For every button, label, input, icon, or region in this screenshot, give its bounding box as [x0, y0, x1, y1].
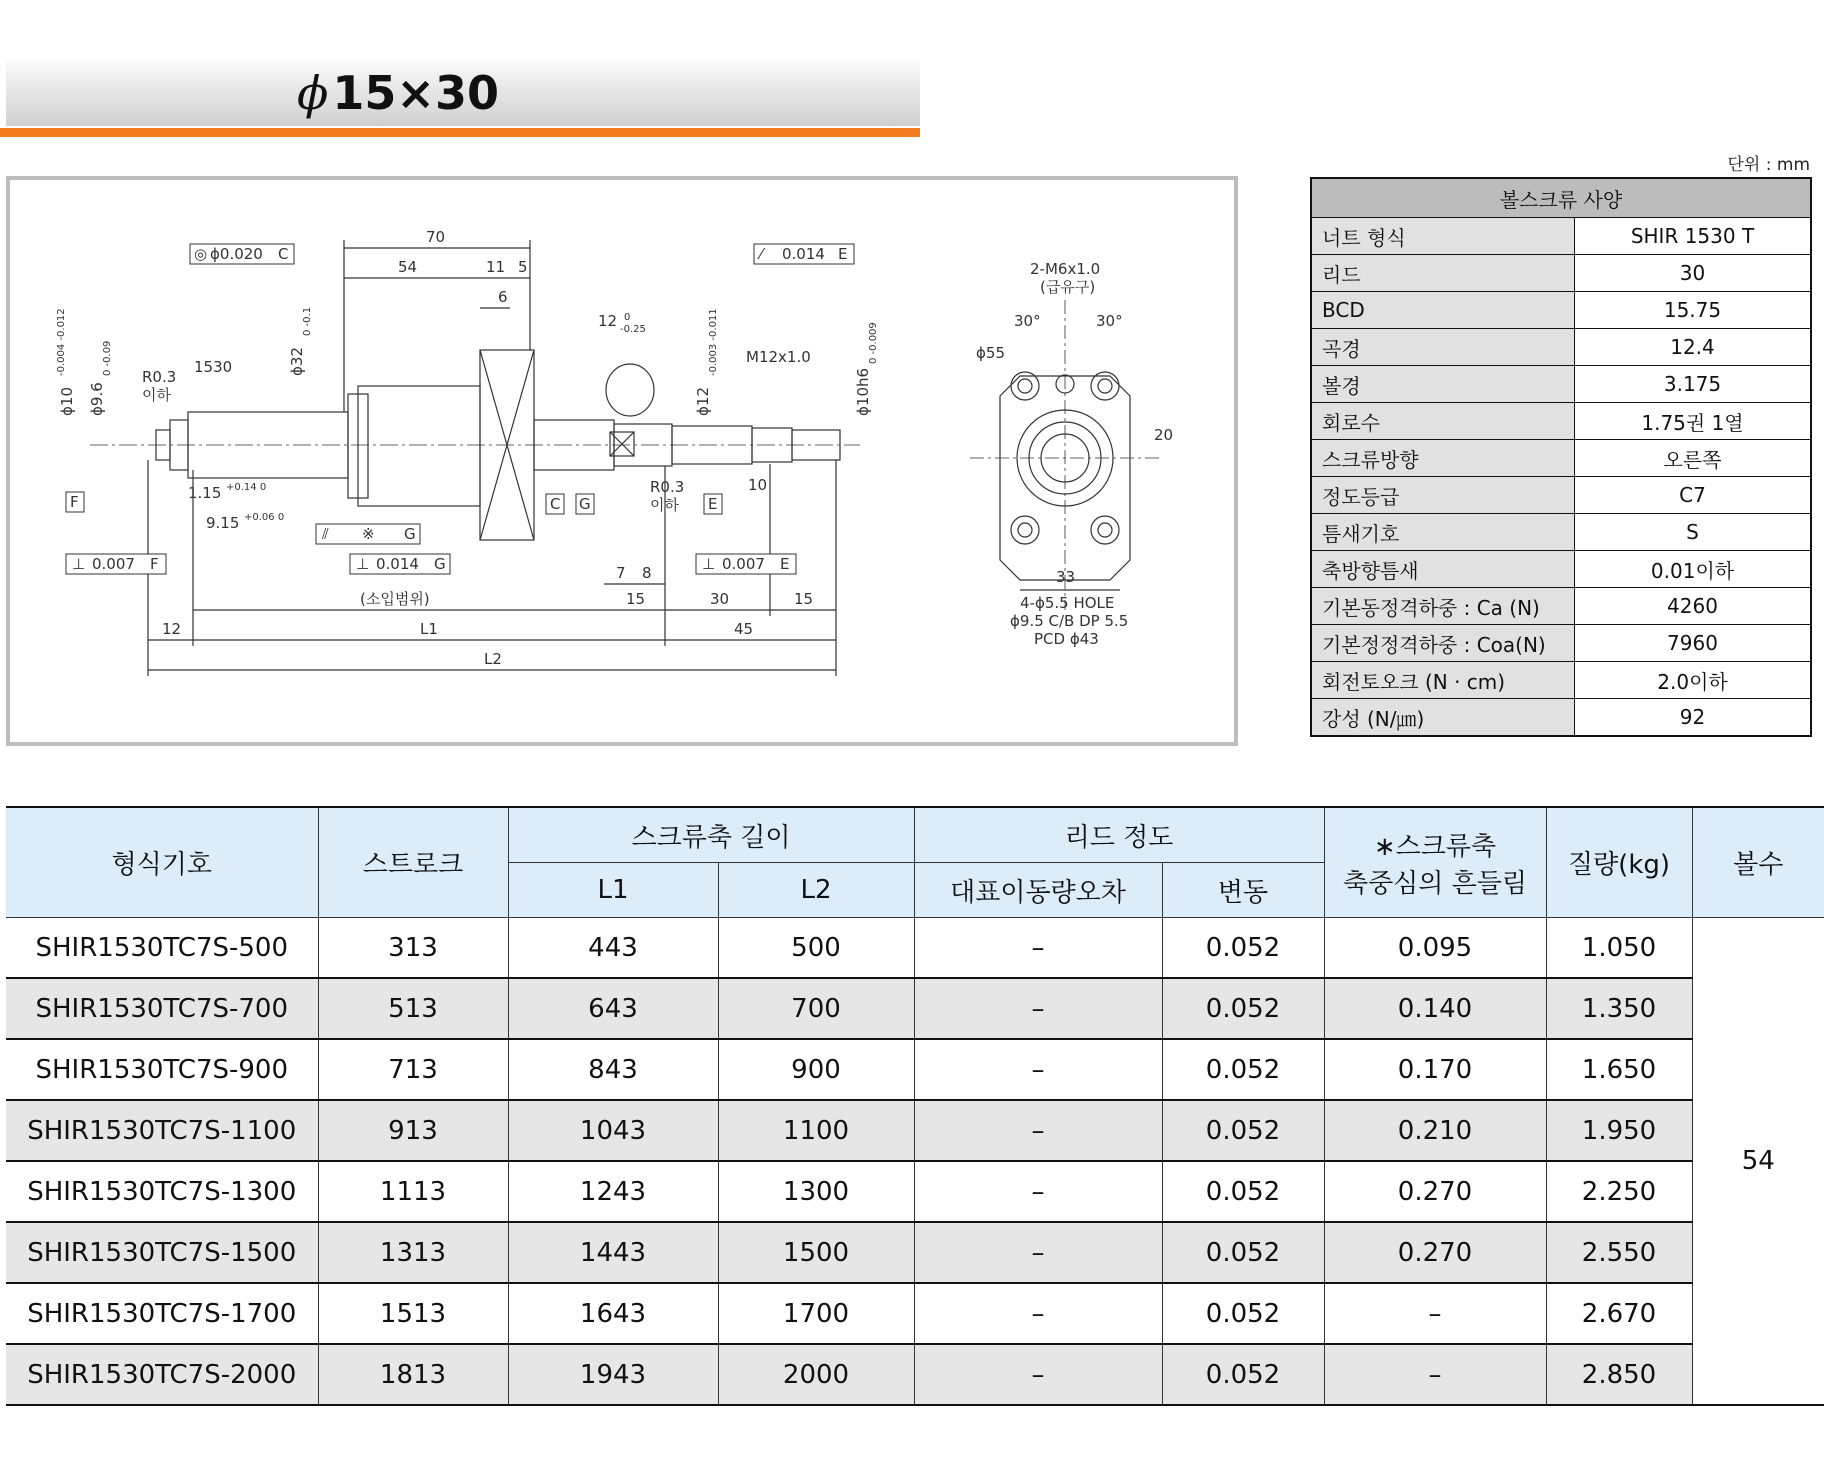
cell-l1: 1443: [508, 1222, 718, 1283]
spec-row: [1311, 551, 1811, 588]
dim-r03-a: R0.3: [142, 368, 177, 386]
col-screw-length: 스크류축 길이: [508, 807, 914, 863]
gt-frame-5-ref: E: [780, 555, 790, 573]
cell-stroke: 1313: [318, 1222, 508, 1283]
gt-frame-2-ref: E: [838, 245, 848, 263]
spec-label: 강성 (N/㎛): [1311, 699, 1575, 737]
cell-l2: 1500: [718, 1222, 914, 1283]
dim-phi10-tol: -0.004 -0.012: [56, 308, 67, 376]
gt-frame-5-sym: ⊥: [702, 555, 716, 573]
cell-var: 0.052: [1162, 918, 1324, 979]
spec-value: 오른쪽: [1575, 440, 1812, 477]
dim-7: 7: [616, 564, 626, 582]
dim-12-a-tol-lower: -0.25: [620, 324, 646, 335]
cell-l2: 1300: [718, 1161, 914, 1222]
gt-frame-4-sym: ⊥: [356, 555, 370, 573]
cell-mass: 1.050: [1546, 918, 1692, 979]
cell-runout: 0.095: [1324, 918, 1546, 979]
cell-var: 0.052: [1162, 1283, 1324, 1344]
gt-frame-6-ref: G: [404, 525, 416, 543]
dim-1-15-tol: +0.14 0: [226, 482, 267, 493]
dim-phi10h6: ϕ10h6: [854, 367, 872, 416]
gt-frame-2-value: 0.014: [782, 245, 825, 263]
cell-runout: 0.210: [1324, 1100, 1546, 1161]
gt-frame-6-sym: ⫽: [322, 525, 329, 543]
dim-hole-3: PCD ϕ43: [1034, 630, 1099, 648]
cell-model: SHIR1530TC7S-1300: [6, 1161, 318, 1222]
spec-row: [1311, 366, 1811, 403]
dim-l1: L1: [420, 620, 438, 638]
cell-stroke: 513: [318, 978, 508, 1039]
col-runout-line2: 축중심의 흔들림: [1342, 868, 1528, 899]
dim-11: 11: [486, 258, 506, 276]
spec-value: 30: [1575, 255, 1812, 292]
gt-frame-2-sym: ⁄: [760, 245, 763, 263]
dim-30: 30: [710, 590, 730, 608]
cell-l2: 900: [718, 1039, 914, 1100]
cell-var: 0.052: [1162, 1039, 1324, 1100]
dim-12-a-tol-upper: 0: [624, 312, 631, 323]
cell-rep: –: [914, 1100, 1162, 1161]
table-row: [6, 978, 1824, 1039]
cell-rep: –: [914, 918, 1162, 979]
cell-l1: 1043: [508, 1100, 718, 1161]
datum-g: G: [579, 495, 591, 513]
datum-e: E: [708, 495, 718, 513]
cell-stroke: 1113: [318, 1161, 508, 1222]
dim-9-15: 9.15: [206, 514, 240, 532]
cell-l1: 643: [508, 978, 718, 1039]
cell-mass: 2.550: [1546, 1222, 1692, 1283]
col-lead-accuracy: 리드 정도: [914, 807, 1324, 863]
dim-33: 33: [1056, 568, 1076, 586]
spec-table: [1310, 177, 1812, 737]
title-banner: [6, 60, 920, 126]
spec-value: 3.175: [1575, 366, 1812, 403]
spec-row: [1311, 403, 1811, 440]
spec-label: 곡경: [1311, 329, 1575, 366]
cell-mass: 2.250: [1546, 1161, 1692, 1222]
title-underline: [0, 128, 920, 137]
spec-label: 스크류방향: [1311, 440, 1575, 477]
cell-l1: 1943: [508, 1344, 718, 1405]
cell-mass: 1.650: [1546, 1039, 1692, 1100]
gt-frame-1-sym: ◎: [194, 245, 208, 263]
col-runout: [1324, 807, 1546, 918]
spec-label: 회전토오크 (N · cm): [1311, 662, 1575, 699]
cell-stroke: 313: [318, 918, 508, 979]
cell-stroke: 913: [318, 1100, 508, 1161]
col-mass: 질량(kg): [1546, 807, 1692, 918]
cell-mass: 1.350: [1546, 978, 1692, 1039]
spec-row: [1311, 588, 1811, 625]
dim-30deg-b: 30°: [1096, 312, 1123, 330]
table-row: [6, 1222, 1824, 1283]
datum-c: C: [550, 495, 561, 513]
page-title: [6, 60, 920, 126]
gt-frame-1-value: ϕ0.020: [210, 245, 263, 263]
spec-label: 회로수: [1311, 403, 1575, 440]
dim-m6: 2-M6x1.0: [1030, 260, 1101, 278]
dim-phi55: ϕ55: [976, 344, 1005, 362]
cell-stroke: 1513: [318, 1283, 508, 1344]
col-l2: L2: [718, 863, 914, 918]
gt-frame-4-ref: G: [434, 555, 446, 573]
cell-var: 0.052: [1162, 1222, 1324, 1283]
dim-12-b: 12: [162, 620, 182, 638]
gt-frame-3-value: 0.007: [92, 555, 135, 573]
cell-runout: 0.270: [1324, 1161, 1546, 1222]
spec-value: SHIR 1530 T: [1575, 218, 1812, 255]
spec-row: [1311, 329, 1811, 366]
table-row: [6, 918, 1824, 979]
dim-m6-sub: (급유구): [1040, 278, 1096, 296]
gt-frame-6-value: ※: [362, 525, 375, 543]
spec-value: C7: [1575, 477, 1812, 514]
cell-stroke: 713: [318, 1039, 508, 1100]
dim-1-15: 1.15: [188, 484, 222, 502]
dim-70: 70: [426, 228, 446, 246]
cell-runout: –: [1324, 1344, 1546, 1405]
cell-model: SHIR1530TC7S-1500: [6, 1222, 318, 1283]
dim-9-15-tol: +0.06 0: [244, 512, 285, 523]
technical-drawing: [6, 176, 1238, 746]
dim-12-a: 12: [598, 312, 618, 330]
cell-l1: 1643: [508, 1283, 718, 1344]
cell-balls: 54: [1692, 918, 1824, 1406]
dim-hole-2: ϕ9.5 C/B DP 5.5: [1010, 612, 1129, 630]
spec-row: [1311, 514, 1811, 551]
col-rep-error: 대표이동량오차: [914, 863, 1162, 918]
dim-1530: 1530: [194, 358, 233, 376]
spec-label: 기본동정격하중 : Ca (N): [1311, 588, 1575, 625]
spec-label: 틈새기호: [1311, 514, 1575, 551]
model-table: [6, 806, 1824, 1406]
col-runout-line1: ∗스크류축: [1373, 831, 1497, 862]
cell-mass: 2.850: [1546, 1344, 1692, 1405]
spec-row: [1311, 255, 1811, 292]
spec-value: 12.4: [1575, 329, 1812, 366]
cell-rep: –: [914, 1039, 1162, 1100]
cell-rep: –: [914, 1222, 1162, 1283]
spec-label: BCD: [1311, 292, 1575, 329]
dim-phi12: ϕ12: [694, 387, 712, 416]
cell-var: 0.052: [1162, 1161, 1324, 1222]
gt-frame-3-sym: ⊥: [72, 555, 86, 573]
dim-thread: M12x1.0: [746, 348, 811, 366]
cell-var: 0.052: [1162, 978, 1324, 1039]
cell-var: 0.052: [1162, 1100, 1324, 1161]
dim-hardening-range: (소입범위): [360, 590, 430, 608]
cell-rep: –: [914, 1283, 1162, 1344]
dim-phi9-6-tol: 0 -0.09: [102, 340, 113, 376]
dim-8: 8: [642, 564, 652, 582]
cell-runout: –: [1324, 1283, 1546, 1344]
spec-label: 축방향틈새: [1311, 551, 1575, 588]
cell-l2: 2000: [718, 1344, 914, 1405]
spec-value: S: [1575, 514, 1812, 551]
spec-body: [1311, 218, 1811, 737]
cell-l2: 500: [718, 918, 914, 979]
dim-phi10: ϕ10: [58, 387, 76, 416]
col-model: 형식기호: [6, 807, 318, 918]
gt-frame-5-value: 0.007: [722, 555, 765, 573]
spec-row: [1311, 292, 1811, 329]
spec-label: 리드: [1311, 255, 1575, 292]
title-value: 15×30: [332, 66, 499, 120]
dim-6: 6: [498, 288, 508, 306]
table-row: [6, 1100, 1824, 1161]
drawing-svg: [10, 180, 1234, 742]
spec-row: [1311, 625, 1811, 662]
dim-r03-b: R0.3: [650, 478, 685, 496]
cell-model: SHIR1530TC7S-2000: [6, 1344, 318, 1405]
spec-row: [1311, 218, 1811, 255]
cell-model: SHIR1530TC7S-900: [6, 1039, 318, 1100]
dim-45: 45: [734, 620, 754, 638]
unit-label: 단위 : mm: [1727, 155, 1810, 175]
spec-value: 92: [1575, 699, 1812, 737]
dim-phi12-tol: -0.003 -0.011: [708, 308, 719, 376]
dim-20: 20: [1154, 426, 1174, 444]
gt-frame-1-ref: C: [278, 245, 289, 263]
spec-value: 15.75: [1575, 292, 1812, 329]
dim-l2: L2: [484, 650, 502, 668]
spec-row: [1311, 440, 1811, 477]
table-row: [6, 1344, 1824, 1405]
cell-l1: 1243: [508, 1161, 718, 1222]
spec-label: 볼경: [1311, 366, 1575, 403]
title-symbol: ϕ: [297, 66, 329, 120]
dim-phi9-6: ϕ9.6: [88, 382, 106, 416]
cell-l2: 700: [718, 978, 914, 1039]
cell-model: SHIR1530TC7S-1100: [6, 1100, 318, 1161]
spec-row: [1311, 699, 1811, 737]
dim-15-a: 15: [626, 590, 646, 608]
gt-frame-4-value: 0.014: [376, 555, 419, 573]
cell-rep: –: [914, 978, 1162, 1039]
table-row: [6, 1283, 1824, 1344]
spec-label: 너트 형식: [1311, 218, 1575, 255]
dim-54: 54: [398, 258, 418, 276]
col-l1: L1: [508, 863, 718, 918]
spec-label: 정도등급: [1311, 477, 1575, 514]
cell-model: SHIR1530TC7S-500: [6, 918, 318, 979]
dim-r03-a-sub: 이하: [142, 386, 171, 404]
spec-header: 볼스크류 사양: [1311, 178, 1811, 218]
spec-value: 2.0이하: [1575, 662, 1812, 699]
col-variation: 변동: [1162, 863, 1324, 918]
dim-hole-1: 4-ϕ5.5 HOLE: [1020, 594, 1115, 612]
cell-rep: –: [914, 1161, 1162, 1222]
cell-model: SHIR1530TC7S-1700: [6, 1283, 318, 1344]
dim-phi32: ϕ32: [288, 347, 306, 376]
col-stroke: 스트로크: [318, 807, 508, 918]
cell-stroke: 1813: [318, 1344, 508, 1405]
spec-value: 1.75권 1열: [1575, 403, 1812, 440]
dim-phi10h6-tol: 0 -0.009: [868, 322, 879, 364]
spec-value: 4260: [1575, 588, 1812, 625]
cell-model: SHIR1530TC7S-700: [6, 978, 318, 1039]
dim-15-b: 15: [794, 590, 814, 608]
dim-30deg-a: 30°: [1014, 312, 1041, 330]
col-balls: 볼수: [1692, 807, 1824, 918]
spec-value: 7960: [1575, 625, 1812, 662]
cell-var: 0.052: [1162, 1344, 1324, 1405]
cell-l1: 443: [508, 918, 718, 979]
cell-l1: 843: [508, 1039, 718, 1100]
cell-mass: 2.670: [1546, 1283, 1692, 1344]
spec-value: 0.01이하: [1575, 551, 1812, 588]
spec-row: [1311, 477, 1811, 514]
cell-runout: 0.170: [1324, 1039, 1546, 1100]
spec-label: 기본정정격하중 : Coa(N): [1311, 625, 1575, 662]
cell-l2: 1700: [718, 1283, 914, 1344]
cell-runout: 0.140: [1324, 978, 1546, 1039]
table-row: [6, 1161, 1824, 1222]
dim-phi32-tol: 0 -0.1: [302, 306, 313, 336]
dim-r03-b-sub: 이하: [650, 496, 679, 514]
cell-l2: 1100: [718, 1100, 914, 1161]
table-row: [6, 1039, 1824, 1100]
dim-5: 5: [518, 258, 528, 276]
cell-runout: 0.270: [1324, 1222, 1546, 1283]
spec-row: [1311, 662, 1811, 699]
cell-rep: –: [914, 1344, 1162, 1405]
datum-f: F: [70, 493, 79, 511]
cell-mass: 1.950: [1546, 1100, 1692, 1161]
gt-frame-3-ref: F: [150, 555, 159, 573]
dim-10: 10: [748, 476, 768, 494]
